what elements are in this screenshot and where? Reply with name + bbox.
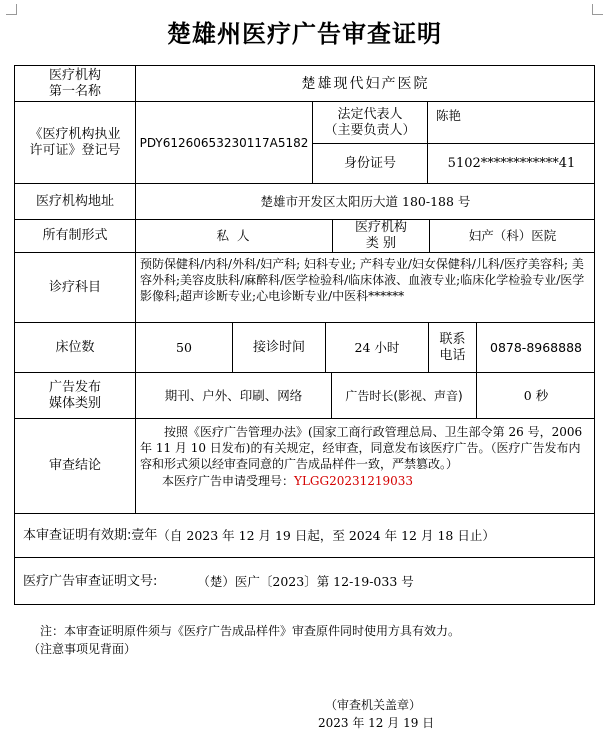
category-label: 医疗机构 类 别 [333, 220, 430, 253]
address-value: 楚雄市开发区太阳历大道 180-188 号 [136, 184, 595, 220]
ownership-label: 所有制形式 [15, 220, 136, 253]
ownership-value: 私 人 [136, 220, 333, 253]
legal-rep-value: 陈艳 [428, 102, 595, 144]
category-value: 妇产（科）医院 [430, 220, 595, 253]
conclusion-text: 按照《医疗广告管理办法》(国家工商行政管理总局、卫生部令第 26 号，2006 年 11 月 10 日发布)的有关规定，经审查，同意发布该医疗广告。（医疗广告发布内容和形式须以经审查同意的广告成品样件一致，严禁篡改。） [140, 425, 583, 471]
stamp-placeholder: （审查机关盖章） [325, 698, 422, 712]
validity-row [15, 514, 595, 558]
duration-value: 0 秒 [477, 373, 595, 419]
duration-label: 广告时长(影视、声音) [332, 373, 477, 419]
beds-label: 床位数 [15, 323, 136, 373]
docno-label: 医疗广告审查证明文号: [23, 573, 158, 589]
media-label: 广告发布 媒体类别 [15, 373, 136, 419]
subjects-label: 诊疗科目 [15, 253, 136, 323]
hours-value: 24 小时 [326, 323, 429, 373]
validity-value: （自 2023 年 12 月 19 日起，至 2024 年 12 月 18 日止） [157, 527, 495, 543]
docno-value: （楚）医广〔2023〕第 12-19-033 号 [197, 573, 414, 589]
certificate-table [14, 65, 595, 605]
hours-label: 接诊时间 [233, 323, 326, 373]
institution-name-label: 医疗机构 第一名称 [15, 66, 136, 102]
conclusion-cell [136, 419, 595, 514]
footer-note-continued: （注意事项见背面） [28, 642, 137, 656]
license-label: 《医疗机构执业 许可证》登记号 [15, 102, 136, 184]
subjects-value: 预防保健科/内科/外科/妇产科; 妇科专业; 产科专业/妇女保健科/儿科/医疗美容科; 美容外科;美容皮肤科/麻醉科/医学检验科/临床体液、血液专业;临床化学检验专业/医学影像科;超声诊断专业;心电诊断专业/中医科****** [136, 253, 595, 323]
media-value: 期刊、户外、印刷、网络 [136, 373, 332, 419]
footer-note: 注：本审查证明原件须与《医疗广告成品样件》审查原件同时使用方具有效力。 [40, 624, 461, 638]
application-prefix: 本医疗广告申请受理号： [162, 474, 295, 488]
phone-label: 联系 电话 [429, 323, 477, 373]
beds-value: 50 [136, 323, 233, 373]
application-line [140, 473, 413, 489]
docno-row [15, 558, 595, 605]
id-value: 5102************41 [428, 144, 595, 184]
conclusion-label: 审查结论 [15, 419, 136, 514]
issue-date: 2023 年 12 月 19 日 [318, 716, 435, 730]
license-value: PDY61260653230117A5182 [136, 102, 313, 184]
document-title: 楚雄州医疗广告审查证明 [167, 20, 442, 48]
validity-label: 本审查证明有效期:壹年 [23, 527, 158, 543]
institution-name-value: 楚雄现代妇产医院 [136, 66, 595, 102]
address-label: 医疗机构地址 [15, 184, 136, 220]
id-label: 身份证号 [313, 144, 428, 184]
application-number: YLGG20231219033 [294, 474, 414, 488]
phone-value: 0878-8968888 [477, 323, 595, 373]
legal-rep-label: 法定代表人 （主要负责人） [313, 102, 428, 144]
